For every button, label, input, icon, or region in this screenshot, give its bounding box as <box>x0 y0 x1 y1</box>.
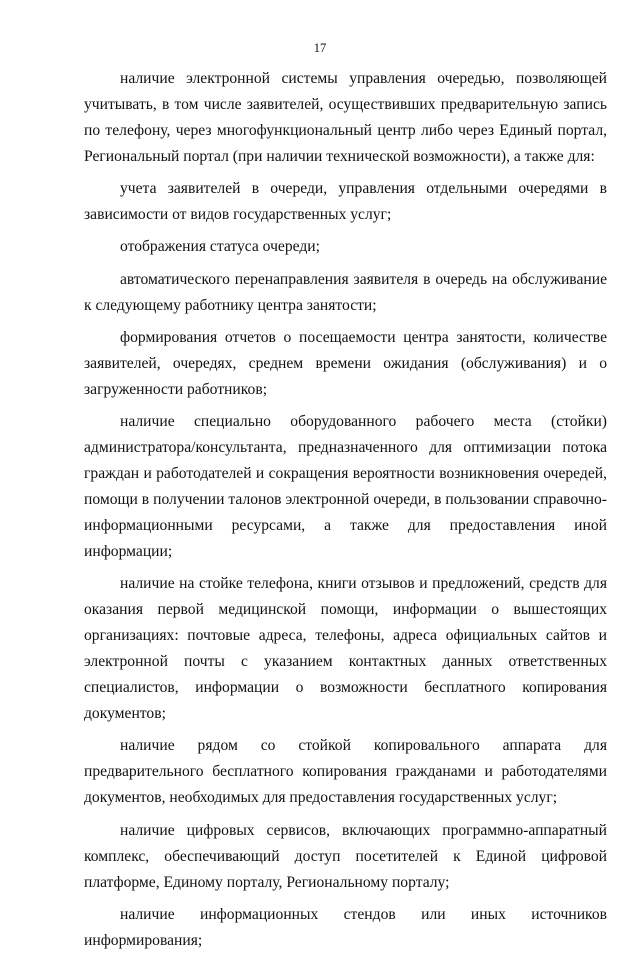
paragraph: учета заявителей в очереди, управления отдельными очередями в зависимости от видов государственных услуг; <box>84 180 607 224</box>
paragraph: наличие электронной системы управления очередью, позволяющей учитывать, в том числе заявителей, осуществивших предварительную запись по телефону, через многофункциональный центр либо через Единый портал, Региональный портал (при наличии технической возможности), а также для: <box>84 70 607 165</box>
paragraph: наличие на стойке телефона, книги отзывов и предложений, средств для оказания первой медицинской помощи, информации о вышестоящих организациях: почтовые адреса, телефоны, адреса официальных сайтов и электронной почты с указанием контактных данных ответственных специалистов, информации о возможности бесплатного копирования документов; <box>84 575 607 723</box>
paragraph: формирования отчетов о посещаемости центра занятости, количестве заявителей, очередях, среднем времени ожидания (обслуживания) и о загруженности работников; <box>84 328 607 398</box>
paragraph: наличие специально оборудованного рабочего места (стойки) администратора/консультанта, предназначенного для оптимизации потока граждан и работодателей и сокращения вероятности возникновения очередей, помощи в получении талонов электронной очереди, в пользовании справочно-информационными ресурсами, а также для предоставления иной информации; <box>84 412 607 560</box>
paragraph: наличие рядом со стойкой копировального аппарата для предварительного бесплатного копирования гражданами и работодателями документов, необходимых для предоставления государственных услуг; <box>84 737 607 807</box>
paragraph: наличие информационных стендов или иных источников информирования; <box>84 905 607 949</box>
document-body <box>84 66 607 960</box>
paragraph: наличие цифровых сервисов, включающих программно-аппаратный комплекс, обеспечивающий доступ посетителей к Единой цифровой платформе, Единому порталу, Региональному порталу; <box>84 821 607 891</box>
paragraph: автоматического перенаправления заявителя в очередь на обслуживание к следующему работнику центра занятости; <box>84 270 607 314</box>
page-number: 17 <box>313 41 327 55</box>
paragraph: отображения статуса очереди; <box>120 238 320 256</box>
